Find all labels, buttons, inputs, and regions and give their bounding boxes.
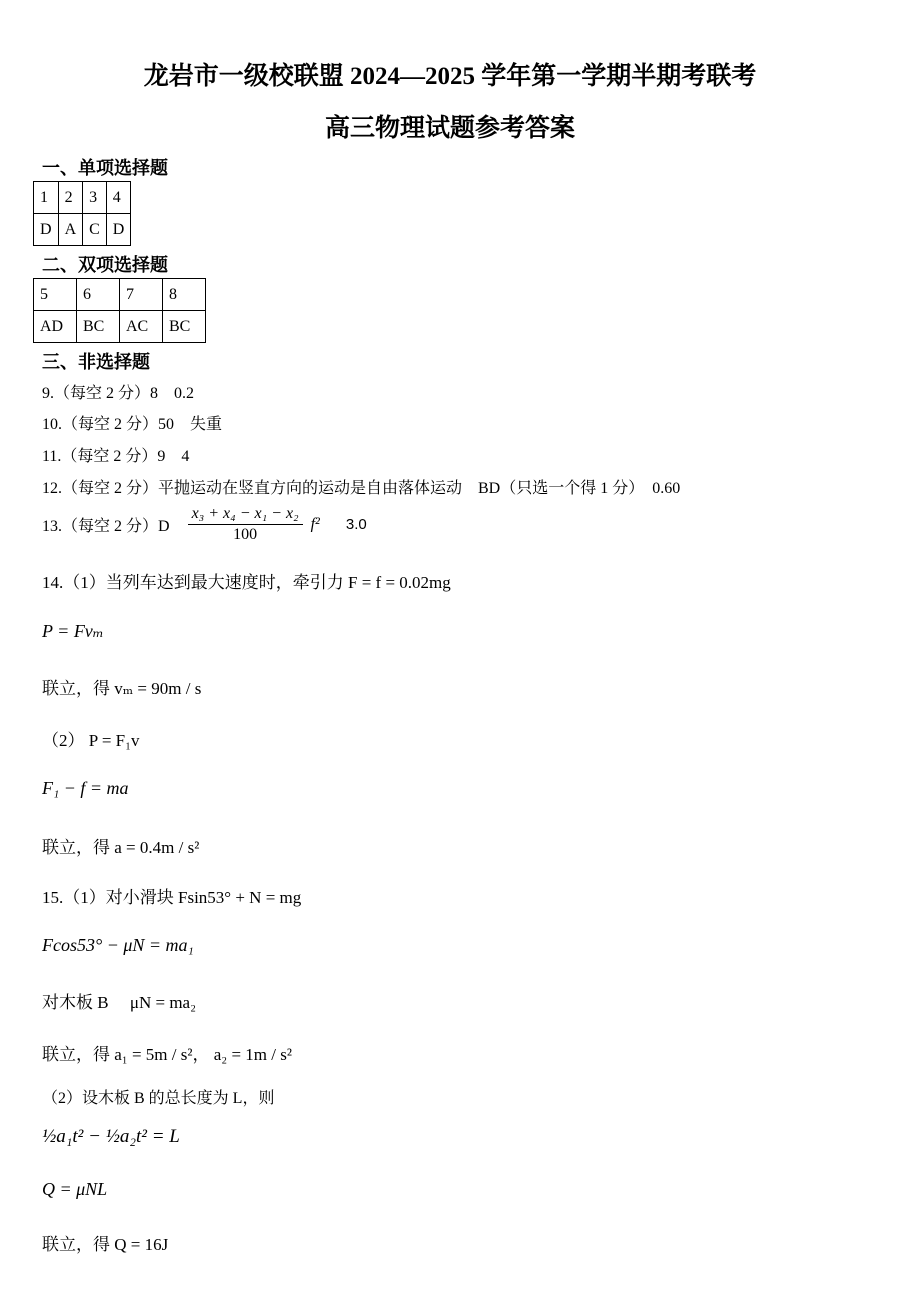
answer-q14-line6: 联立，得 a = 0.4m / s² bbox=[42, 838, 200, 857]
answer-q15-line8: 联立，得 Q = 16J bbox=[42, 1235, 169, 1254]
answer-q15-line6: ½a₁t² − ½a₂t² = L bbox=[42, 1126, 180, 1147]
answer-q13-factor: f² bbox=[310, 515, 320, 533]
answer-q13-value: 3.0 bbox=[345, 516, 367, 533]
table-cell: BC bbox=[163, 311, 206, 343]
document-subtitle: 高三物理试题参考答案 bbox=[324, 115, 575, 142]
single-choice-table bbox=[33, 181, 131, 246]
answer-q10: 10.（每空 2 分）50 失重 bbox=[42, 416, 223, 433]
document-title: 龙岩市一级校联盟 2024—2025 学年第一学期半期考联考 bbox=[143, 63, 757, 90]
answer-q12: 12.（每空 2 分）平抛运动在竖直方向的运动是自由落体运动 BD（只选一个得 1 分） 0.60 bbox=[42, 480, 681, 497]
table-row bbox=[34, 311, 206, 343]
table-cell: 1 bbox=[34, 182, 59, 214]
answer-q15-line1: 15.（1）对小滑块 Fsin53° + N = mg bbox=[42, 888, 302, 907]
answer-q14-line1: 14.（1）当列车达到最大速度时，牵引力 F = f = 0.02mg bbox=[42, 573, 451, 592]
table-cell: 7 bbox=[120, 279, 163, 311]
table-cell: D bbox=[106, 214, 131, 246]
answer-q15-line5: （2）设木板 B 的总长度为 L，则 bbox=[42, 1090, 275, 1107]
answer-q13 bbox=[42, 504, 367, 545]
table-cell: A bbox=[58, 214, 83, 246]
table-cell: 5 bbox=[34, 279, 77, 311]
table-cell: C bbox=[83, 214, 107, 246]
answer-q13-prefix: 13.（每空 2 分）D bbox=[42, 518, 170, 535]
double-choice-table bbox=[33, 278, 206, 343]
table-cell: AC bbox=[120, 311, 163, 343]
answer-q14-line4: （2） P = F₁v bbox=[42, 731, 140, 750]
answer-q14-line3: 联立，得 vₘ = 90m / s bbox=[42, 679, 202, 698]
table-row bbox=[34, 182, 131, 214]
table-cell: 2 bbox=[58, 182, 83, 214]
answer-q15-line4: 联立，得 a₁ = 5m / s²， a₂ = 1m / s² bbox=[42, 1045, 292, 1064]
section-double-choice-heading: 二、双项选择题 bbox=[42, 255, 168, 275]
answer-q14-line5: F₁ − f = ma bbox=[42, 778, 129, 798]
table-row bbox=[34, 214, 131, 246]
answer-q9: 9.（每空 2 分）8 0.2 bbox=[42, 385, 195, 402]
table-cell: D bbox=[34, 214, 59, 246]
table-cell: AD bbox=[34, 311, 77, 343]
fraction-numerator: x₃ + x₄ − x₁ − x₂ bbox=[188, 504, 303, 525]
table-cell: 3 bbox=[83, 182, 107, 214]
table-cell: 8 bbox=[163, 279, 206, 311]
answer-q13-fraction bbox=[188, 504, 303, 545]
section-single-choice-heading: 一、单项选择题 bbox=[42, 158, 168, 178]
fraction-denominator: 100 bbox=[233, 526, 258, 543]
answer-q15-line2: Fcos53° − μN = ma₁ bbox=[42, 935, 194, 955]
table-cell: 6 bbox=[77, 279, 120, 311]
table-cell: 4 bbox=[106, 182, 131, 214]
table-row bbox=[34, 279, 206, 311]
answer-q11: 11.（每空 2 分）9 4 bbox=[42, 448, 190, 465]
table-cell: BC bbox=[77, 311, 120, 343]
answer-q15-line7: Q = μNL bbox=[42, 1179, 108, 1199]
answer-q14-line2: P = Fvₘ bbox=[42, 621, 104, 641]
answer-q15-line3: 对木板 B μN = ma₂ bbox=[42, 993, 197, 1012]
section-non-choice-heading: 三、非选择题 bbox=[42, 352, 150, 372]
